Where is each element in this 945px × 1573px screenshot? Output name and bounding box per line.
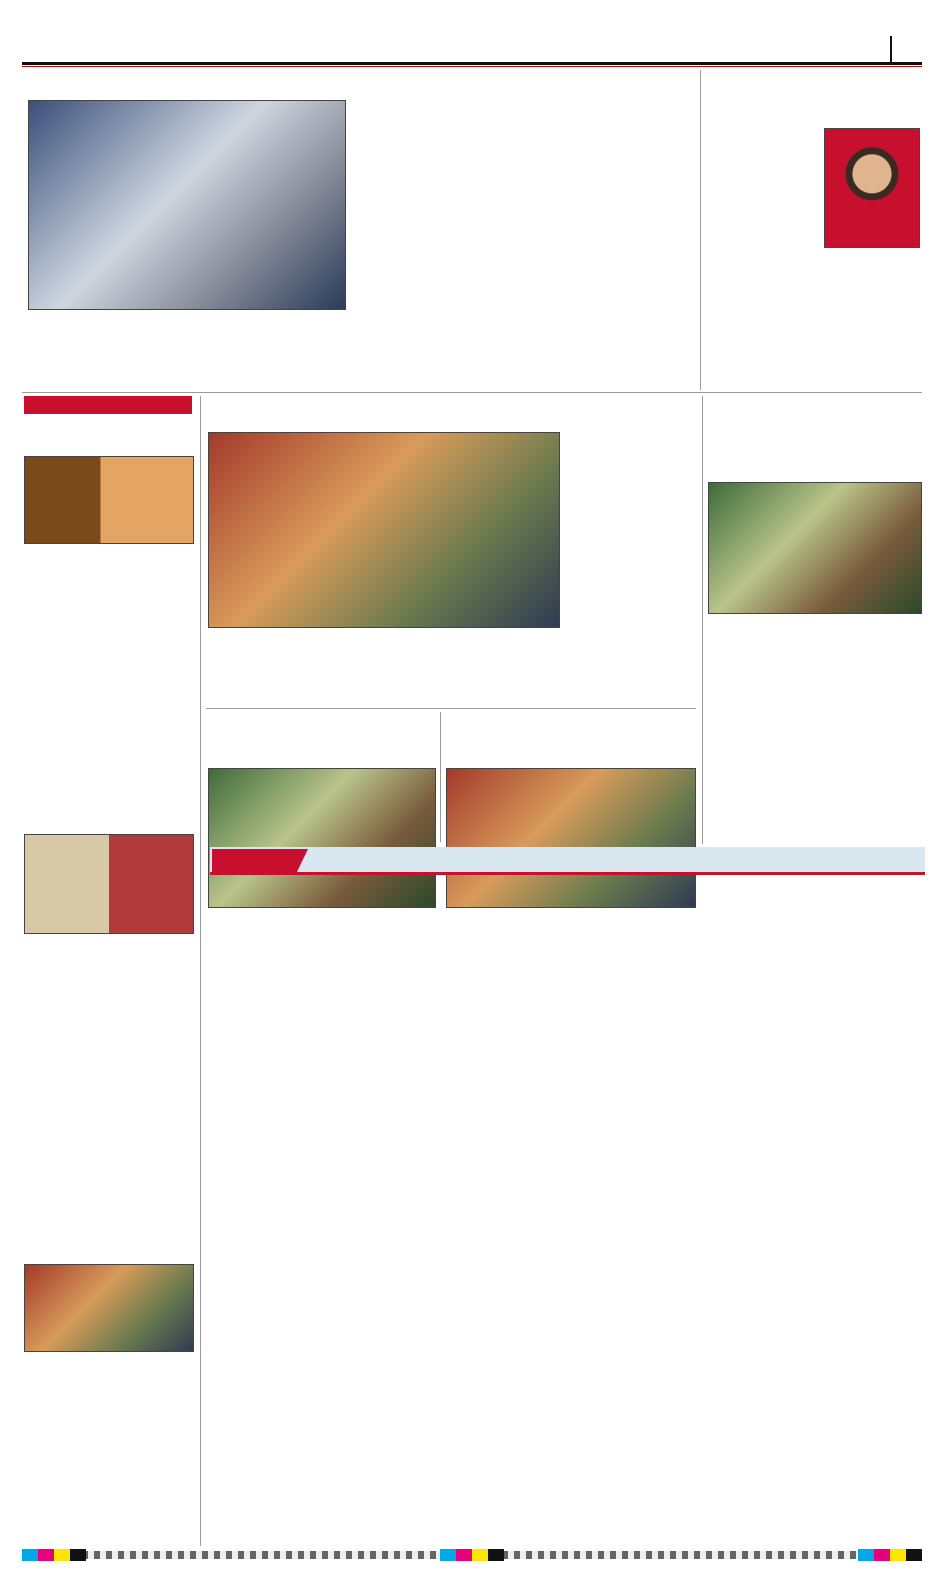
sangathan-photo [708, 482, 922, 614]
gagar-headline [24, 418, 194, 452]
kalash-photo [208, 432, 560, 628]
rajyapal-headline [24, 798, 194, 830]
lead-body-col3 [240, 314, 344, 386]
chitranjan-portrait [824, 128, 920, 248]
lead-body-col1 [30, 324, 128, 386]
dateline [678, 42, 888, 62]
pramukh-body [24, 1356, 194, 1542]
pramukh-photo [24, 1264, 194, 1352]
chitranjan-body-col2 [824, 252, 920, 388]
divider [200, 396, 201, 1546]
page-number [890, 36, 926, 62]
bail-headline [446, 712, 696, 762]
kalash-body-col3 [442, 632, 560, 704]
lead-body-col2 [134, 314, 234, 386]
chitranjan-body-col1 [710, 140, 818, 388]
sangathan-body-col2 [818, 618, 922, 840]
andolan-headline [208, 712, 436, 762]
lead-kicker [28, 72, 668, 94]
print-color-swatch-left [22, 1549, 86, 1561]
sangathan-headline [708, 418, 922, 478]
kalash-body-col1 [210, 642, 318, 704]
lead-body-col6 [576, 220, 682, 386]
chitranjan-byline [710, 128, 820, 140]
gagar-body [24, 548, 194, 794]
divider [702, 396, 703, 844]
print-color-swatch-center [440, 1549, 504, 1561]
divider [206, 708, 696, 709]
lead-headline [352, 106, 682, 216]
lead-body-col5 [464, 220, 570, 386]
print-color-swatch-right [858, 1549, 922, 1561]
lead-body-col4 [352, 220, 458, 386]
pramukh-headline [24, 1230, 194, 1262]
sangathan-body-col1 [710, 630, 814, 840]
andolan-body-col1-real [210, 924, 320, 1094]
sangathan-kicker [708, 398, 922, 414]
chitranjan-headline [708, 72, 922, 122]
divider [700, 70, 701, 390]
aastha-tag [212, 849, 308, 873]
kalash-body-col4 [566, 432, 696, 704]
aastha-kicker [318, 852, 918, 872]
andolan-body-col2 [326, 912, 436, 1094]
kalash-body-col2 [324, 632, 436, 704]
kalash-headline [208, 400, 708, 426]
rajyapal-body [24, 938, 194, 1226]
divider [440, 712, 441, 842]
rajyapal-photo [24, 834, 194, 934]
lead-photo [28, 100, 346, 310]
aastha-headline [210, 884, 922, 928]
gagar-band [24, 396, 192, 414]
masthead-rule-accent [22, 66, 922, 67]
section-title [380, 36, 630, 62]
masthead-rule [22, 62, 922, 65]
gagar-photo [24, 456, 194, 544]
brand-logo [22, 38, 222, 60]
bail-body-col2 [574, 912, 696, 1094]
sangathan-byline [710, 618, 810, 630]
bail-body-col1 [448, 924, 568, 1094]
divider [22, 392, 922, 393]
